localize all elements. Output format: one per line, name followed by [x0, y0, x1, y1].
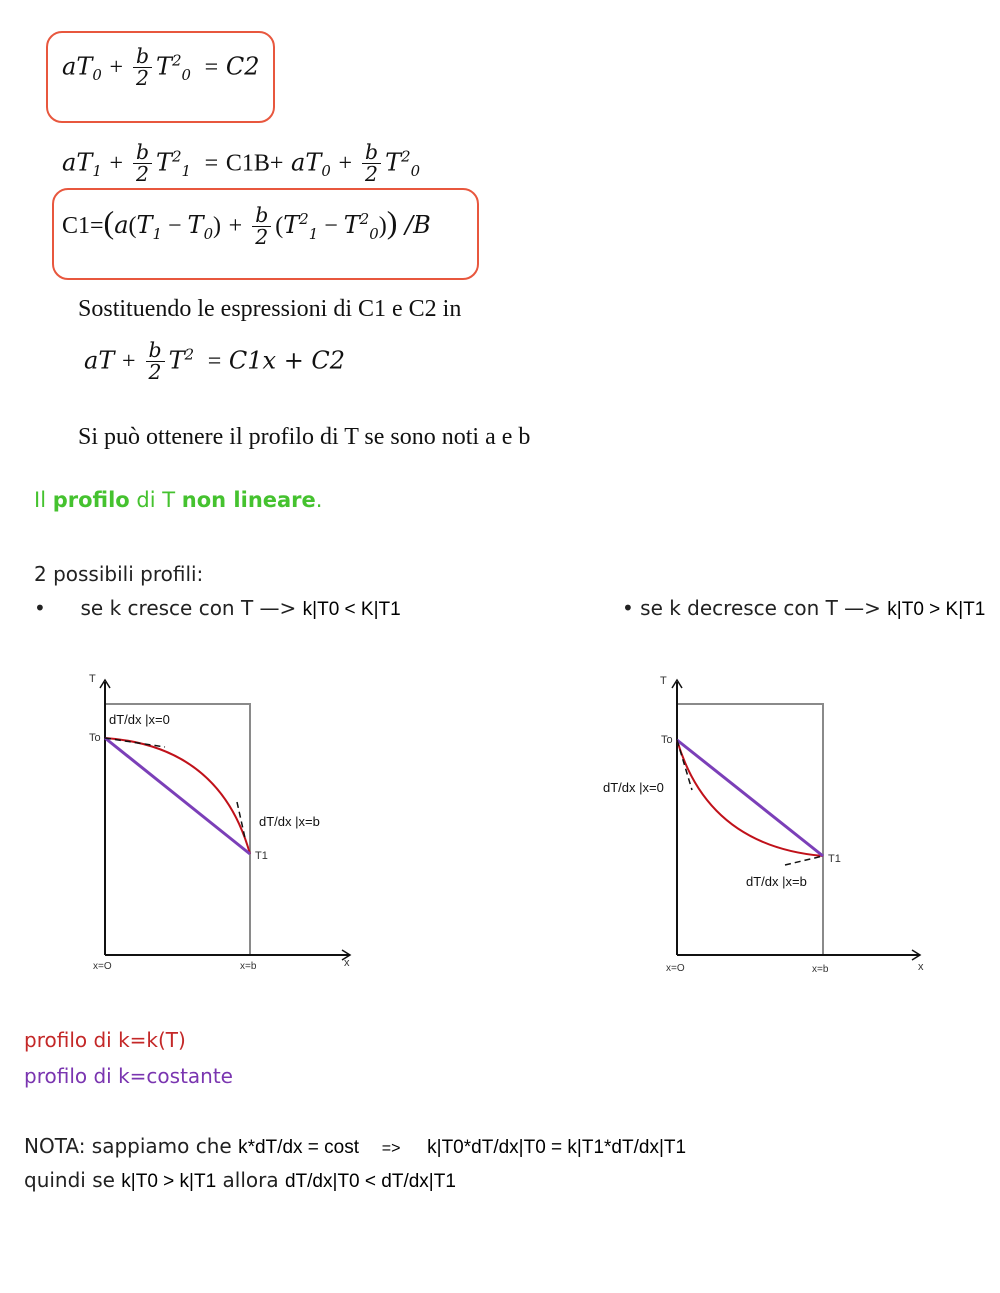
graph-left-t1: T1	[255, 850, 268, 862]
quindi-line: quindi se k|T0 > k|T1 allora dT/dx|T0 < dT/dx|T1	[24, 1168, 456, 1192]
graph-right-t1: T1	[828, 853, 841, 865]
graph-right-t0: To	[661, 734, 673, 746]
bullet-left: • se k cresce con T —> k|T0 < K|T1	[34, 596, 401, 620]
graph-right-slope0: dT/dx |x=0	[603, 780, 664, 795]
graph-right-axis-x: x	[918, 961, 924, 973]
equation-general: aT + $\frac{b}{2}$ $T^2 = C1x + C2$	[84, 338, 346, 385]
graph-right-x0: x=O	[666, 963, 685, 974]
graph-left-t0: To	[89, 732, 101, 744]
legend-purple: profilo di k=costante	[24, 1064, 233, 1088]
graph-k-increasing	[0, 660, 480, 980]
graph-right-tangent-b	[785, 856, 823, 865]
text-due-profili: 2 possibili profili:	[34, 562, 204, 586]
bullet-right: • se k decresce con T —> k|T0 > K|T1	[622, 596, 986, 620]
graph-left-slopeb: dT/dx |x=b	[259, 814, 320, 829]
graph-left-x0: x=O	[93, 961, 112, 972]
legend-red: profilo di k=k(T)	[24, 1028, 186, 1052]
graph-left-axis-t: T	[89, 673, 96, 685]
graph-left-purple-line	[105, 738, 250, 854]
equation-boundary: $aT_1$ + $\frac{b}{2}$ $T^2_1 = C1B+ aT_0$ + $\frac{b}{2}$ $T^2_0$	[62, 140, 421, 187]
graph-right-xb: x=b	[812, 964, 829, 975]
graph-right-slopeb: dT/dx |x=b	[746, 874, 807, 889]
text-si-puo: Si può ottenere il profilo di T se sono noti a e b	[78, 424, 531, 450]
bullet-dot: •	[34, 596, 46, 620]
graph-k-decreasing	[580, 660, 980, 980]
graph-right-purple-line	[677, 740, 823, 856]
graph-left-xb: x=b	[240, 961, 257, 972]
text-sostituendo: Sostituendo le espressioni di C1 e C2 in	[78, 296, 462, 322]
heading-profilo-non-lineare: Il profilo di T non lineare.	[34, 488, 323, 512]
nota-line: NOTA: sappiamo che k*dT/dx = cost => k|T0*dT/dx|T0 = k|T1*dT/dx|T1	[24, 1134, 687, 1158]
graph-right-frame	[677, 704, 823, 955]
equation-c1: $C1=(a(T_1 - T_0)$ + $\frac{b}{2}$ $(T^2_1 - T^2_0)$) /B	[62, 202, 431, 249]
graph-left-slope0: dT/dx |x=0	[109, 712, 170, 727]
graph-right-axis-t: T	[660, 675, 667, 687]
graph-left-axis-x: x	[344, 957, 350, 969]
equation-c2: $aT_0$ + $\frac{b}{2}$ $T^2_0 = C2$	[62, 44, 260, 91]
